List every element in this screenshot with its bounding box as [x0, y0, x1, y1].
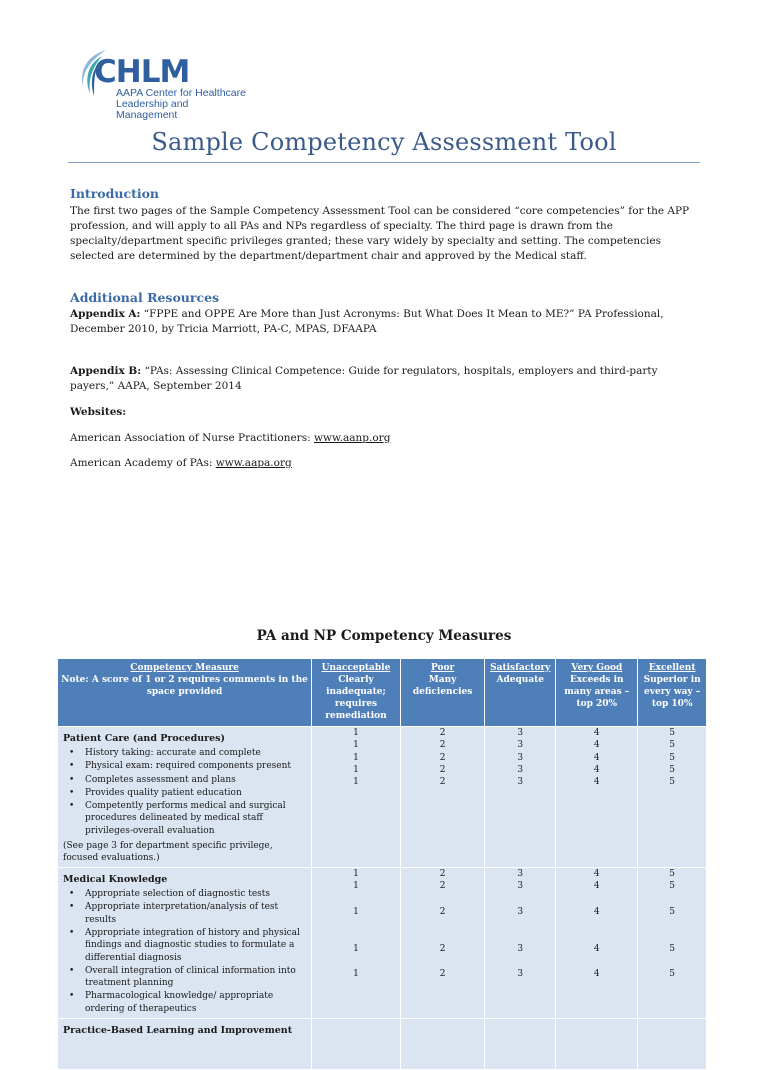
score-value: 2	[439, 752, 446, 763]
header-poor	[400, 659, 485, 727]
header-satisfactory-title: Satisfactory	[490, 663, 551, 673]
score-value: 4	[593, 881, 600, 892]
header-poor-title: Poor	[430, 663, 455, 673]
table-row	[58, 1019, 707, 1070]
header-competency-measure	[58, 659, 312, 727]
page-title: Sample Competency Assessment Tool	[151, 128, 617, 156]
empty-score-cell	[485, 1019, 556, 1070]
list-item: • Completes assessment and plans	[85, 774, 311, 786]
score-value: 4	[593, 740, 600, 751]
empty-score-cell	[638, 1019, 707, 1070]
score-col-1	[312, 727, 401, 868]
introduction-heading: Introduction	[70, 186, 160, 201]
header-poor-sub: Many deficiencies	[412, 675, 473, 697]
score-value: 3	[517, 740, 524, 751]
score-value: 4	[593, 969, 600, 980]
practice-based-learning-cell	[58, 1019, 312, 1070]
medical-knowledge-items	[58, 888, 311, 1018]
score-value: 2	[439, 881, 446, 892]
list-item: • Appropriate interpretation/analysis of test results	[85, 901, 311, 926]
list-item: • Provides quality patient education	[85, 787, 311, 799]
section-name: Medical Knowledge	[63, 874, 168, 886]
score-value: 1	[353, 969, 359, 980]
score-value: 2	[439, 728, 446, 738]
logo-wordmark: CHLM	[94, 54, 190, 90]
header-excellent-sub: Superior in every way – top 10%	[643, 675, 701, 709]
list-item: • History taking: accurate and complete	[85, 747, 311, 759]
score-value: 2	[439, 943, 446, 954]
list-item: • Overall integration of clinical information into treatment planning	[85, 965, 311, 990]
score-value: 5	[669, 728, 676, 738]
score-value: 3	[517, 906, 524, 917]
score-value: 4	[593, 906, 600, 917]
score-col-5	[638, 868, 707, 1019]
header-very-good-title: Very Good	[571, 663, 623, 673]
header-unacceptable-sub: Clearly inadequate; requires remediation	[325, 675, 387, 721]
score-value: 5	[669, 969, 676, 980]
score-col-2	[400, 727, 485, 868]
header-competency-measure-title: Competency Measure	[130, 663, 239, 673]
logo-line-1: AAPA Center for Healthcare	[116, 87, 246, 99]
list-item: • Appropriate integration of history and physical findings and diagnostic studies to formulate a differential diagnosis	[85, 927, 311, 964]
score-value: 4	[593, 752, 600, 763]
score-value: 5	[669, 906, 676, 917]
header-unacceptable	[312, 659, 401, 727]
website-aapa	[70, 456, 702, 471]
chlm-logo	[72, 46, 252, 121]
score-value: 4	[593, 777, 600, 788]
score-value: 1	[353, 777, 359, 788]
score-value: 3	[517, 969, 524, 980]
header-competency-measure-note: Note: A score of 1 or 2 requires comments in the space provided	[61, 675, 308, 697]
logo-line-2: Leadership and Management	[116, 98, 189, 121]
table-title: PA and NP Competency Measures	[256, 628, 512, 644]
score-value: 2	[439, 777, 446, 788]
header-satisfactory-sub: Adequate	[496, 675, 545, 685]
score-col-1	[312, 868, 401, 1019]
score-col-3	[485, 727, 556, 868]
empty-score-cell	[556, 1019, 638, 1070]
empty-score-cell	[312, 1019, 401, 1070]
patient-care-items	[58, 747, 311, 840]
section-note: (See page 3 for department specific privilege, focused evaluations.)	[63, 841, 273, 864]
score-value: 5	[669, 869, 676, 880]
score-value: 3	[517, 764, 524, 775]
additional-resources-heading: Additional Resources	[70, 290, 220, 305]
list-item: • Competently performs medical and surgical procedures delineated by medical staff privileges-overall evaluation	[85, 800, 311, 837]
introduction-text: The first two pages of the Sample Competency Assessment Tool can be considered “core competencies” for the APP profession, and will apply to all PAs and NPs regardless of specialty. The third page is drawn from the specialty/department specific privileges granted; these vary widely by specialty and setting. The competencies selected are determined by the department/department chair and approved by the Medical staff.	[70, 205, 690, 262]
score-value: 5	[669, 943, 676, 954]
header-unacceptable-title: Unacceptable	[321, 663, 391, 673]
score-value: 5	[669, 777, 676, 788]
patient-care-cell	[58, 727, 312, 868]
aanp-link[interactable]: www.aanp.org	[313, 432, 391, 444]
score-value: 4	[593, 869, 600, 880]
score-value: 1	[353, 740, 359, 751]
websites-label-text: Websites:	[70, 406, 127, 418]
score-value: 2	[439, 740, 446, 751]
score-value: 2	[439, 969, 446, 980]
score-value: 5	[669, 764, 676, 775]
header-excellent	[638, 659, 707, 727]
score-value: 3	[517, 943, 524, 954]
score-value: 1	[353, 869, 359, 880]
list-item: • Appropriate selection of diagnostic tests	[85, 888, 311, 900]
score-col-4	[556, 868, 638, 1019]
score-value: 1	[353, 728, 359, 738]
appendix-a-text: “FPPE and OPPE Are More than Just Acronyms: But What Does It Mean to ME?” PA Professional, December 2010, by Tricia Marriott, PA-C, MPAS, DFAAPA	[70, 308, 664, 335]
section-name: Practice-Based Learning and Improvement	[63, 1025, 293, 1037]
appendix-b-label: Appendix B:	[70, 365, 142, 377]
score-value: 4	[593, 728, 600, 738]
medical-knowledge-cell	[58, 868, 312, 1019]
websites-label	[70, 405, 702, 420]
score-value: 1	[353, 752, 359, 763]
appendix-b-text: “PAs: Assessing Clinical Competence: Guide for regulators, hospitals, employers and third-party payers,” AAPA, September 2014	[70, 365, 658, 392]
score-value: 3	[517, 777, 524, 788]
appendix-b	[70, 364, 702, 394]
header-satisfactory	[485, 659, 556, 727]
list-item: • Pharmacological knowledge/ appropriate ordering of therapeutics	[85, 990, 311, 1015]
score-value: 1	[353, 881, 359, 892]
competency-table	[57, 658, 707, 1070]
appendix-a-label: Appendix A:	[70, 308, 141, 320]
score-value: 1	[353, 906, 359, 917]
score-col-5	[638, 727, 707, 868]
score-col-2	[400, 868, 485, 1019]
header-excellent-title: Excellent	[648, 663, 696, 673]
score-col-3	[485, 868, 556, 1019]
score-value: 5	[669, 752, 676, 763]
table-header-row	[58, 659, 707, 727]
empty-score-cell	[400, 1019, 485, 1070]
website-aanp-prefix: American Association of Nurse Practitioners:	[70, 432, 314, 444]
section-name: Patient Care (and Procedures)	[63, 733, 226, 744]
table-row	[58, 868, 707, 1019]
score-value: 2	[439, 869, 446, 880]
score-value: 1	[353, 764, 359, 775]
header-very-good	[556, 659, 638, 727]
score-value: 4	[593, 943, 600, 954]
website-aapa-prefix: American Academy of PAs:	[70, 457, 216, 469]
score-col-4	[556, 727, 638, 868]
header-very-good-sub: Exceeds in many areas – top 20%	[564, 675, 630, 709]
aapa-link[interactable]: www.aapa.org	[215, 457, 292, 469]
score-value: 5	[669, 740, 676, 751]
logo-subtitle	[116, 88, 252, 121]
score-value: 3	[517, 869, 524, 880]
score-value: 4	[593, 764, 600, 775]
score-value: 5	[669, 881, 676, 892]
score-value: 2	[439, 906, 446, 917]
table-row	[58, 727, 707, 868]
website-aanp	[70, 431, 702, 446]
title-divider	[68, 162, 700, 163]
score-value: 2	[439, 764, 446, 775]
list-item: • Physical exam: required components present	[85, 760, 311, 772]
score-value: 1	[353, 943, 359, 954]
appendix-a	[70, 307, 702, 337]
score-value: 3	[517, 752, 524, 763]
score-value: 3	[517, 881, 524, 892]
score-value: 3	[517, 728, 524, 738]
